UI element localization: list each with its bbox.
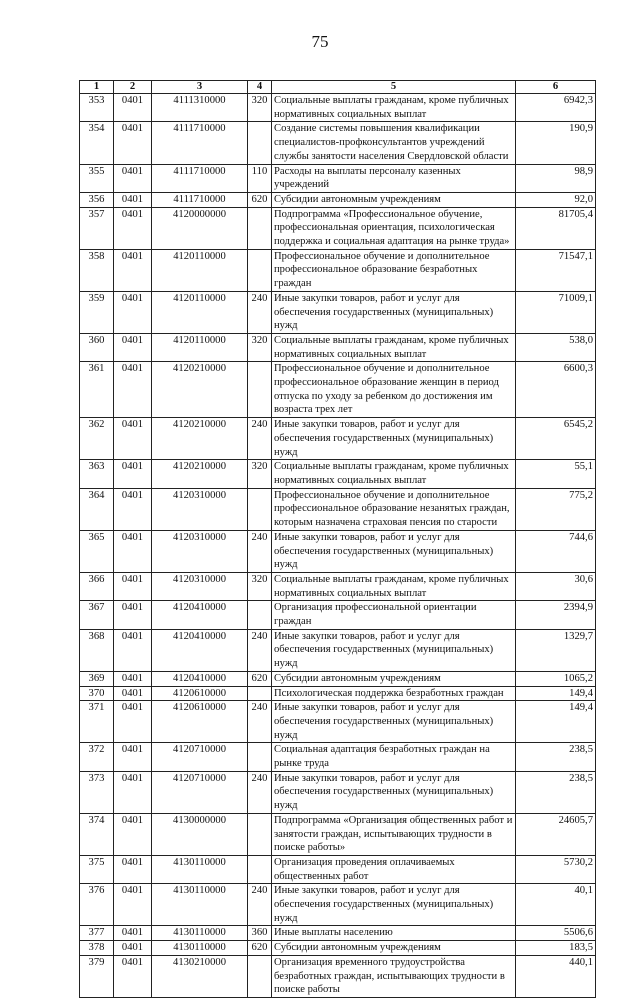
expense-type-code: 360 (248, 926, 272, 941)
table-row (80, 488, 596, 530)
expense-type-code (248, 601, 272, 629)
row-number: 363 (80, 460, 114, 488)
row-number: 373 (80, 771, 114, 813)
table-row (80, 701, 596, 743)
table-row (80, 686, 596, 701)
expense-type-code (248, 122, 272, 164)
item-name: Организация профессиональной ориентации граждан (272, 601, 516, 629)
amount: 92,0 (516, 192, 596, 207)
section-code: 0401 (114, 926, 152, 941)
table-row (80, 362, 596, 418)
header-col-3: 3 (152, 81, 248, 94)
section-code: 0401 (114, 122, 152, 164)
item-name: Организация проведения оплачиваемых общественных работ (272, 855, 516, 883)
item-name: Иные закупки товаров, работ и услуг для обеспечения государственных (муниципальных) нужд (272, 291, 516, 333)
target-article-code: 4111710000 (152, 122, 248, 164)
section-code: 0401 (114, 771, 152, 813)
table-row (80, 333, 596, 361)
item-name: Социальные выплаты гражданам, кроме публичных нормативных социальных выплат (272, 572, 516, 600)
expense-type-code (248, 362, 272, 418)
row-number: 355 (80, 164, 114, 192)
target-article-code: 4130000000 (152, 813, 248, 855)
expense-type-code: 240 (248, 418, 272, 460)
section-code: 0401 (114, 629, 152, 671)
amount: 71009,1 (516, 291, 596, 333)
target-article-code: 4120610000 (152, 701, 248, 743)
table-row (80, 249, 596, 291)
header-col-1: 1 (80, 81, 114, 94)
item-name: Психологическая поддержка безработных граждан (272, 686, 516, 701)
table-row (80, 629, 596, 671)
item-name: Иные закупки товаров, работ и услуг для обеспечения государственных (муниципальных) нужд (272, 629, 516, 671)
amount: 6942,3 (516, 94, 596, 122)
section-code: 0401 (114, 164, 152, 192)
table-row (80, 418, 596, 460)
row-number: 366 (80, 572, 114, 600)
header-col-4: 4 (248, 81, 272, 94)
item-name: Подпрограмма «Организация общественных работ и занятости граждан, испытывающих трудности в поиске работы» (272, 813, 516, 855)
row-number: 369 (80, 671, 114, 686)
row-number: 379 (80, 955, 114, 997)
item-name: Иные закупки товаров, работ и услуг для обеспечения государственных (муниципальных) нужд (272, 771, 516, 813)
section-code: 0401 (114, 686, 152, 701)
section-code: 0401 (114, 601, 152, 629)
target-article-code: 4130210000 (152, 955, 248, 997)
expense-type-code: 240 (248, 701, 272, 743)
item-name: Иные закупки товаров, работ и услуг для обеспечения государственных (муниципальных) нужд (272, 701, 516, 743)
item-name: Социальные выплаты гражданам, кроме публичных нормативных социальных выплат (272, 94, 516, 122)
row-number: 377 (80, 926, 114, 941)
section-code: 0401 (114, 207, 152, 249)
target-article-code: 4111710000 (152, 192, 248, 207)
row-number: 359 (80, 291, 114, 333)
item-name: Профессиональное обучение и дополнительное профессиональное образование безработных граждан (272, 249, 516, 291)
expense-type-code: 320 (248, 460, 272, 488)
target-article-code: 4120110000 (152, 333, 248, 361)
item-name: Субсидии автономным учреждениям (272, 192, 516, 207)
row-number: 376 (80, 884, 114, 926)
item-name: Иные закупки товаров, работ и услуг для обеспечения государственных (муниципальных) нужд (272, 884, 516, 926)
item-name: Подпрограмма «Профессиональное обучение, профессиональная ориентация, психологическая поддержка и социальная адаптация на рынке труда» (272, 207, 516, 249)
row-number: 375 (80, 855, 114, 883)
amount: 40,1 (516, 884, 596, 926)
expense-type-code: 240 (248, 771, 272, 813)
section-code: 0401 (114, 884, 152, 926)
target-article-code: 4130110000 (152, 941, 248, 956)
expense-type-code: 240 (248, 530, 272, 572)
amount: 238,5 (516, 743, 596, 771)
target-article-code: 4120410000 (152, 671, 248, 686)
expense-type-code: 240 (248, 884, 272, 926)
amount: 183,5 (516, 941, 596, 956)
amount: 6545,2 (516, 418, 596, 460)
target-article-code: 4120410000 (152, 601, 248, 629)
section-code: 0401 (114, 94, 152, 122)
row-number: 357 (80, 207, 114, 249)
budget-table (79, 80, 596, 998)
expense-type-code (248, 488, 272, 530)
table-row (80, 813, 596, 855)
expense-type-code: 320 (248, 94, 272, 122)
row-number: 358 (80, 249, 114, 291)
section-code: 0401 (114, 488, 152, 530)
item-name: Субсидии автономным учреждениям (272, 941, 516, 956)
section-code: 0401 (114, 418, 152, 460)
expense-type-code: 320 (248, 333, 272, 361)
section-code: 0401 (114, 671, 152, 686)
table-row (80, 601, 596, 629)
section-code: 0401 (114, 701, 152, 743)
amount: 5730,2 (516, 855, 596, 883)
table-row (80, 955, 596, 997)
item-name: Социальные выплаты гражданам, кроме публичных нормативных социальных выплат (272, 333, 516, 361)
target-article-code: 4120310000 (152, 530, 248, 572)
section-code: 0401 (114, 291, 152, 333)
expense-type-code (248, 955, 272, 997)
header-col-5: 5 (272, 81, 516, 94)
table-row (80, 743, 596, 771)
row-number: 370 (80, 686, 114, 701)
expense-type-code (248, 855, 272, 883)
item-name: Иные закупки товаров, работ и услуг для обеспечения государственных (муниципальных) нужд (272, 530, 516, 572)
table-row (80, 671, 596, 686)
page-number: 75 (311, 32, 329, 51)
amount: 149,4 (516, 701, 596, 743)
item-name: Субсидии автономным учреждениям (272, 671, 516, 686)
table-row (80, 941, 596, 956)
expense-type-code: 320 (248, 572, 272, 600)
amount: 775,2 (516, 488, 596, 530)
target-article-code: 4120710000 (152, 771, 248, 813)
amount: 6600,3 (516, 362, 596, 418)
row-number: 367 (80, 601, 114, 629)
target-article-code: 4120410000 (152, 629, 248, 671)
item-name: Профессиональное обучение и дополнительное профессиональное образование женщин в период отпуска по уходу за ребенком до достижения им возраста трех лет (272, 362, 516, 418)
amount: 538,0 (516, 333, 596, 361)
section-code: 0401 (114, 855, 152, 883)
row-number: 360 (80, 333, 114, 361)
item-name: Иные закупки товаров, работ и услуг для обеспечения государственных (муниципальных) нужд (272, 418, 516, 460)
row-number: 371 (80, 701, 114, 743)
table-row (80, 192, 596, 207)
section-code: 0401 (114, 572, 152, 600)
item-name: Профессиональное обучение и дополнительное профессиональное образование незанятых граждан, которым назначена страховая пенсия по старости (272, 488, 516, 530)
row-number: 361 (80, 362, 114, 418)
section-code: 0401 (114, 460, 152, 488)
expense-type-code (248, 249, 272, 291)
target-article-code: 4120610000 (152, 686, 248, 701)
item-name: Иные выплаты населению (272, 926, 516, 941)
target-article-code: 4120710000 (152, 743, 248, 771)
table-row (80, 122, 596, 164)
section-code: 0401 (114, 813, 152, 855)
item-name: Социальная адаптация безработных граждан на рынке труда (272, 743, 516, 771)
section-code: 0401 (114, 955, 152, 997)
amount: 149,4 (516, 686, 596, 701)
table-row (80, 530, 596, 572)
row-number: 356 (80, 192, 114, 207)
table-row (80, 94, 596, 122)
item-name: Создание системы повышения квалификации специалистов-профконсультантов учреждений службы занятости населения Свердловской области (272, 122, 516, 164)
table-row (80, 460, 596, 488)
amount: 1065,2 (516, 671, 596, 686)
row-number: 378 (80, 941, 114, 956)
section-code: 0401 (114, 192, 152, 207)
target-article-code: 4120210000 (152, 460, 248, 488)
item-name: Организация временного трудоустройства безработных граждан, испытывающих трудности в поиске работы (272, 955, 516, 997)
expense-type-code (248, 207, 272, 249)
table-row (80, 855, 596, 883)
row-number: 374 (80, 813, 114, 855)
item-name: Социальные выплаты гражданам, кроме публичных нормативных социальных выплат (272, 460, 516, 488)
amount: 71547,1 (516, 249, 596, 291)
row-number: 372 (80, 743, 114, 771)
target-article-code: 4120310000 (152, 572, 248, 600)
amount: 440,1 (516, 955, 596, 997)
expense-type-code: 240 (248, 291, 272, 333)
header-col-6: 6 (516, 81, 596, 94)
row-number: 364 (80, 488, 114, 530)
amount: 238,5 (516, 771, 596, 813)
target-article-code: 4130110000 (152, 884, 248, 926)
target-article-code: 4120210000 (152, 362, 248, 418)
amount: 30,6 (516, 572, 596, 600)
row-number: 368 (80, 629, 114, 671)
table-row (80, 771, 596, 813)
expense-type-code: 240 (248, 629, 272, 671)
target-article-code: 4120000000 (152, 207, 248, 249)
section-code: 0401 (114, 530, 152, 572)
amount: 744,6 (516, 530, 596, 572)
row-number: 362 (80, 418, 114, 460)
expense-type-code: 620 (248, 671, 272, 686)
table-row (80, 164, 596, 192)
target-article-code: 4111710000 (152, 164, 248, 192)
row-number: 354 (80, 122, 114, 164)
amount: 1329,7 (516, 629, 596, 671)
section-code: 0401 (114, 249, 152, 291)
target-article-code: 4120110000 (152, 291, 248, 333)
target-article-code: 4130110000 (152, 926, 248, 941)
amount: 98,9 (516, 164, 596, 192)
target-article-code: 4120310000 (152, 488, 248, 530)
target-article-code: 4120110000 (152, 249, 248, 291)
expense-type-code: 110 (248, 164, 272, 192)
amount: 190,9 (516, 122, 596, 164)
section-code: 0401 (114, 941, 152, 956)
expense-type-code (248, 813, 272, 855)
target-article-code: 4120210000 (152, 418, 248, 460)
table-row (80, 926, 596, 941)
table-row (80, 572, 596, 600)
amount: 24605,7 (516, 813, 596, 855)
row-number: 353 (80, 94, 114, 122)
amount: 81705,4 (516, 207, 596, 249)
section-code: 0401 (114, 333, 152, 361)
header-col-2: 2 (114, 81, 152, 94)
item-name: Расходы на выплаты персоналу казенных учреждений (272, 164, 516, 192)
section-code: 0401 (114, 362, 152, 418)
amount: 2394,9 (516, 601, 596, 629)
row-number: 365 (80, 530, 114, 572)
table-row (80, 291, 596, 333)
target-article-code: 4111310000 (152, 94, 248, 122)
expense-type-code: 620 (248, 192, 272, 207)
header-row (80, 81, 596, 94)
expense-type-code (248, 686, 272, 701)
expense-type-code (248, 743, 272, 771)
expense-type-code: 620 (248, 941, 272, 956)
target-article-code: 4130110000 (152, 855, 248, 883)
amount: 55,1 (516, 460, 596, 488)
amount: 5506,6 (516, 926, 596, 941)
table-row (80, 207, 596, 249)
section-code: 0401 (114, 743, 152, 771)
